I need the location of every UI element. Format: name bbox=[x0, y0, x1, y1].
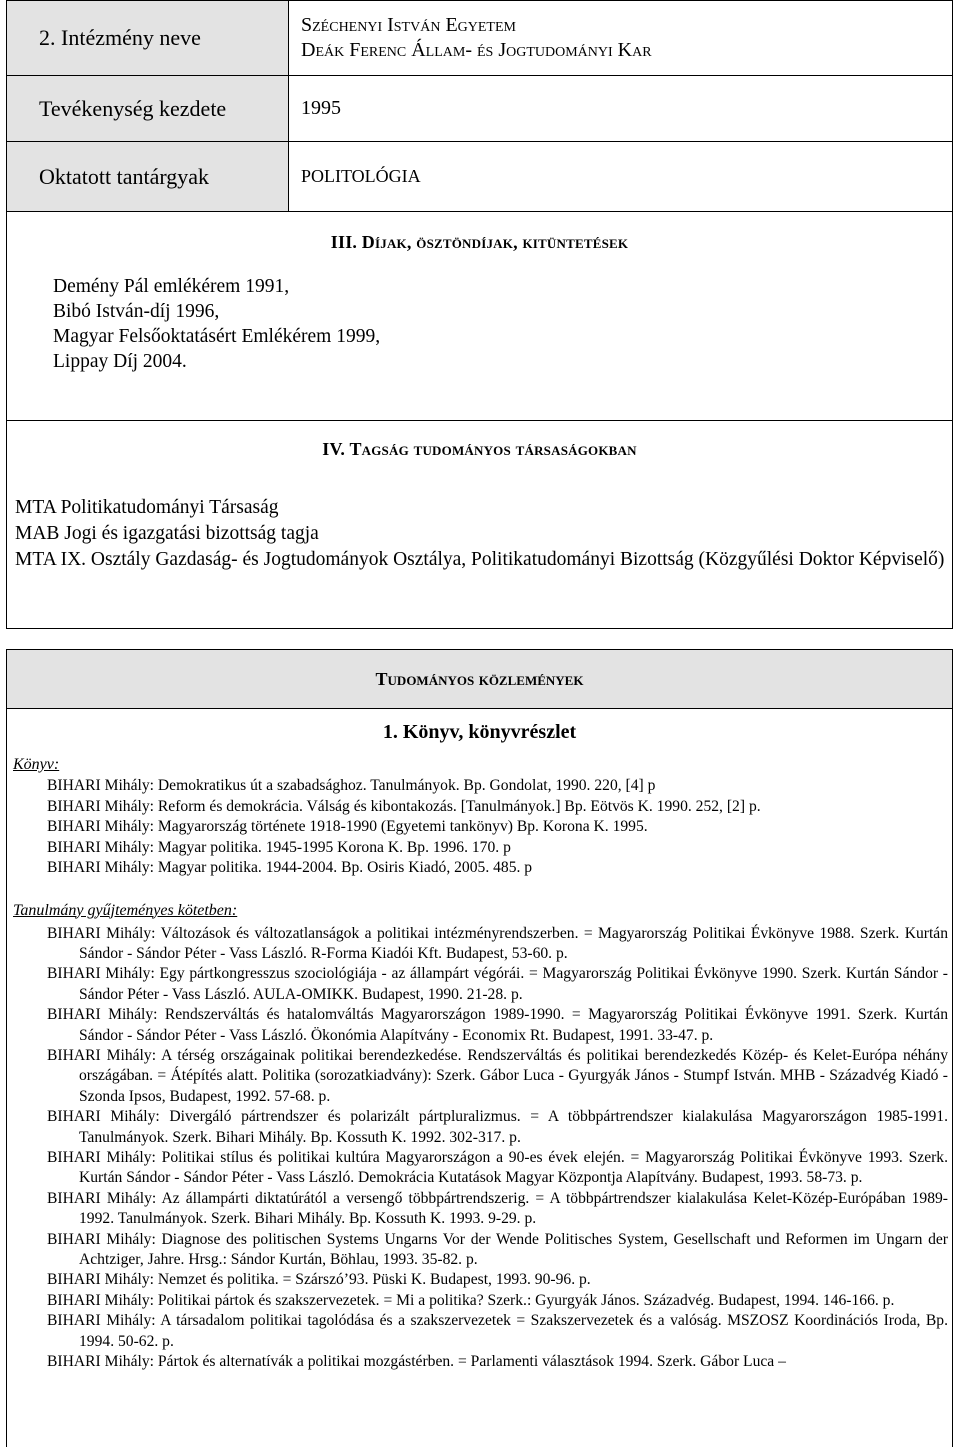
institution-label: 2. Intézmény neve bbox=[7, 1, 289, 76]
book-category-label: Könyv: bbox=[13, 756, 60, 773]
book-entry: BIHARI Mihály: Magyarország története 1918-1990 (Egyetemi tankönyv) Bp. Korona K. 1995. bbox=[47, 818, 648, 835]
collection-entry: BIHARI Mihály: Diagnose des politischen Systems Ungarns Vor der Wende Politisches System, Gesellschaft und Reformen im Ungarn der Achtziger, Jahre. Hrsg.: Sándor Kurtán, Böhlau, 1993. 35-82. p. bbox=[47, 1230, 948, 1268]
membership-item: MAB Jogi és igazgatási bizottság tagja bbox=[15, 523, 319, 544]
collection-entry: BIHARI Mihály: Egy pártkongresszus szociológiája - az állampárt végórái. = Magyarország Politikai Évkönyve 1990. Szerk. Kurtán Sándor - Sándor Péter - Vass László. AULA-OMIKK. Budapest, 1990. 21-28. p. bbox=[47, 965, 948, 1003]
book-entry: BIHARI Mihály: Demokratikus út a szabadsághoz. Tanulmányok. Bp. Gondolat, 1990. 220, [4] p bbox=[47, 777, 656, 794]
subjects-row bbox=[7, 142, 953, 212]
membership-section bbox=[6, 421, 953, 629]
subjects-value: POLITOLÓGIA bbox=[289, 142, 953, 212]
book-list bbox=[7, 775, 952, 879]
collection-entry: BIHARI Mihály: Rendszerváltás és hatalomváltás Magyarországon 1989-1990. = Magyarország Politikai Évkönyve 1991. Szerk. Kurtán Sándor - Sándor Péter - Vass László. Ökonómia Alapítvány - Economix Rt. Budapest, 1991. 33-47. p. bbox=[47, 1006, 948, 1044]
membership-heading: IV. Tagság tudományos társaságokban bbox=[322, 439, 637, 459]
book-entry: BIHARI Mihály: Magyar politika. 1945-1995 Korona K. Bp. 1996. 170. p bbox=[47, 838, 511, 856]
awards-list bbox=[7, 270, 952, 374]
collection-entry: BIHARI Mihály: Politikai stílus és politikai kultúra Magyarországon a 90-es évek elején. = Magyarország Politikai Évkönyve 1993. Szerk. Kurtán Sándor - Sándor Péter - Vass László. Demokrácia Kutatások Magyar Központja Alapítvány. Budapest, 1993. 58-73. p. bbox=[47, 1148, 948, 1187]
collection-category-label: Tanulmány gyűjteményes kötetben: bbox=[13, 901, 238, 919]
spacer bbox=[6, 629, 953, 649]
awards-section bbox=[6, 212, 953, 421]
start-row bbox=[7, 76, 953, 142]
collection-entry: BIHARI Mihály: Pártok és alternatívák a politikai mozgástérben. = Parlamenti választások 1994. Szerk. Gábor Luca – bbox=[47, 1353, 786, 1371]
collection-entry: BIHARI Mihály: Az állampárti diktatúrától a versengő többpártrendszerig. = A többpártrendszer kialakulása Kelet-Közép-Európában 1989-1992. Tanulmányok. Szerk. Bihari Mihály. Bp. Kossuth K. 1993. 9-29. p. bbox=[47, 1189, 948, 1228]
institution-value bbox=[289, 1, 953, 76]
institution-info-table bbox=[6, 0, 953, 212]
spacer bbox=[7, 879, 952, 901]
subjects-label: Oktatott tantárgyak bbox=[7, 142, 289, 212]
collection-entry: BIHARI Mihály: A társadalom politikai tagolódása és a szakszervezetek = Szakszervezetek és a valóság. MSZOSZ Koordinációs Iroda, Bp. 1994. 50-62. p. bbox=[47, 1312, 948, 1350]
institution-name: Széchenyi István Egyetem bbox=[301, 14, 516, 36]
publications-section bbox=[6, 709, 953, 1447]
institution-row bbox=[7, 1, 953, 76]
start-value: 1995 bbox=[289, 76, 953, 142]
award-item: Demény Pál emlékérem 1991, bbox=[53, 276, 290, 297]
faculty-name: Deák Ferenc Állam- és Jogtudományi Kar bbox=[301, 39, 652, 61]
collection-entry: BIHARI Mihály: A térség országainak politikai berendezkedése. Rendszerváltás és politikai berendezkedés Közép- és Kelet-Európa néhány országában. = Átépítés alatt. Politika (sorozatkiadvány): Szerk. Gábor Luca - Gyurgyák János - Stumpf István. MHB - Századvég Kiadó - Szonda Ipsos, Budapest, 1992. 57-68. p. bbox=[47, 1046, 948, 1105]
books-subheading: 1. Könyv, könyvrészlet bbox=[382, 721, 577, 743]
book-entry: BIHARI Mihály: Magyar politika. 1944-2004. Bp. Osiris Kiadó, 2005. 485. p bbox=[47, 859, 533, 876]
award-item: Bibó István-díj 1996, bbox=[53, 301, 220, 322]
awards-heading: III. Díjak, ösztöndíjak, kitüntetések bbox=[330, 232, 629, 252]
collection-entry: BIHARI Mihály: Politikai pártok és szakszervezetek. = Mi a politika? Szerk.: Gyurgyák János. Századvég. Budapest, 1994. 146-166. p. bbox=[47, 1291, 895, 1309]
start-label: Tevékenység kezdete bbox=[7, 76, 289, 142]
award-item: Lippay Díj 2004. bbox=[53, 351, 187, 372]
membership-item: MTA Politikatudományi Társaság bbox=[15, 497, 279, 518]
collection-entry: BIHARI Mihály: Divergáló pártrendszer és polarizált pártpluralizmus. = A többpártrendszer kialakulása Magyarországon 1985-1991. Tanulmányok. Szerk. Bihari Mihály. Bp. Kossuth K. 1992. 302-317. p. bbox=[47, 1108, 948, 1146]
membership-list bbox=[7, 495, 952, 573]
collection-entry: BIHARI Mihály: Nemzet és politika. = Szárszó’93. Püski K. Budapest, 1993. 90-96. p. bbox=[47, 1271, 591, 1289]
collection-list bbox=[7, 921, 952, 1373]
publications-heading: Tudományos közlemények bbox=[6, 649, 953, 709]
award-item: Magyar Felsőoktatásért Emlékérem 1999, bbox=[53, 326, 381, 347]
membership-item: MTA IX. Osztály Gazdaság- és Jogtudományok Osztálya, Politikatudományi Bizottság (Közgyűlési Doktor Képviselő) bbox=[15, 549, 945, 570]
book-entry: BIHARI Mihály: Reform és demokrácia. Válság és kibontakozás. [Tanulmányok.] Bp. Eötvös K. 1990. 252, [2] p. bbox=[47, 797, 761, 815]
document-page bbox=[6, 0, 953, 1447]
collection-entry: BIHARI Mihály: Változások és változatlanságok a politikai intézményrendszerben. = Magyarország Politikai Évkönyve 1988. Szerk. Kurtán Sándor - Sándor Péter - Vass László. R-Forma Kiadói Kft. Budapest, 53-60. p. bbox=[47, 924, 948, 962]
